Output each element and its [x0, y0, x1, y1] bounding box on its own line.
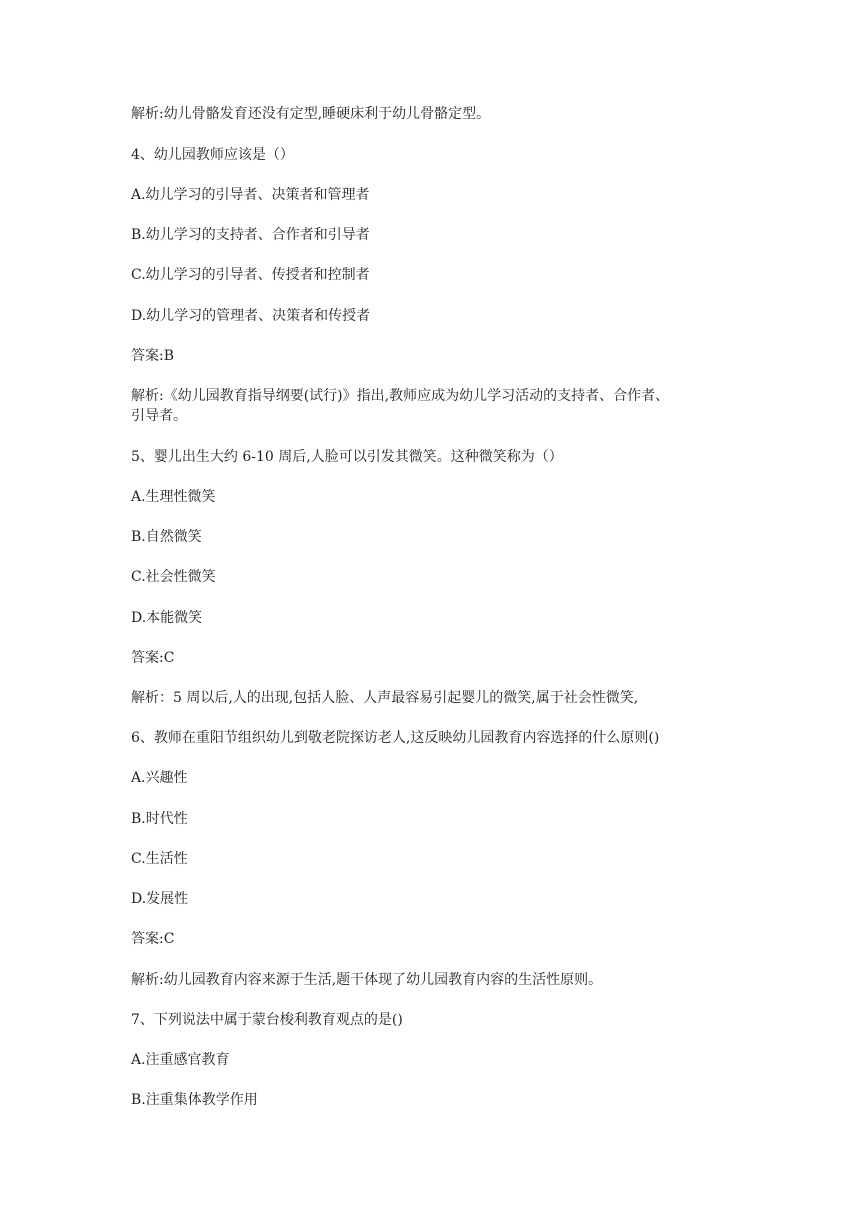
- option-6b: B.时代性: [131, 811, 188, 827]
- option-4a: A.幼儿学习的引导者、决策者和管理者: [131, 187, 370, 203]
- analysis-5: 解析：5 周以后,人的出现,包括人脸、人声最容易引起婴儿的微笑,属于社会性微笑,: [131, 690, 639, 706]
- analysis-4-line-2: 引导者。: [131, 408, 187, 424]
- option-5b: B.自然微笑: [131, 529, 202, 545]
- option-6a: A.兴趣性: [131, 770, 188, 786]
- option-6c: C.生活性: [131, 851, 188, 867]
- option-5a: A.生理性微笑: [131, 489, 216, 505]
- answer-6: 答案:C: [131, 931, 175, 947]
- option-4b: B.幼儿学习的支持者、合作者和引导者: [131, 227, 370, 243]
- question-5: 5、婴儿出生大约 6-10 周后,人脸可以引发其微笑。这种微笑称为（）: [131, 449, 563, 465]
- option-4d: D.幼儿学习的管理者、决策者和传授者: [131, 308, 371, 324]
- option-7a: A.注重感官教育: [131, 1052, 230, 1068]
- option-5d: D.本能微笑: [131, 610, 203, 626]
- answer-4: 答案:B: [131, 348, 175, 364]
- option-6d: D.发展性: [131, 891, 189, 907]
- analysis-q3: 解析:幼儿骨骼发育还没有定型,睡硬床利于幼儿骨骼定型。: [131, 106, 491, 122]
- question-7: 7、下列说法中属于蒙台梭利教育观点的是(): [131, 1012, 403, 1028]
- question-6: 6、教师在重阳节组织幼儿到敬老院探访老人,这反映幼儿园教育内容选择的什么原则(): [131, 730, 660, 746]
- option-5c: C.社会性微笑: [131, 569, 216, 585]
- analysis-6: 解析:幼儿园教育内容来源于生活,题干体现了幼儿园教育内容的生活性原则。: [131, 972, 603, 988]
- analysis-4-line-1: 解析:《幼儿园教育指导纲要(试行)》指出,教师应成为幼儿学习活动的支持者、合作者、: [131, 388, 670, 404]
- question-4: 4、幼儿园教师应该是（）: [131, 147, 294, 163]
- option-7b: B.注重集体教学作用: [131, 1092, 258, 1108]
- answer-5: 答案:C: [131, 650, 175, 666]
- option-4c: C.幼儿学习的引导者、传授者和控制者: [131, 267, 370, 283]
